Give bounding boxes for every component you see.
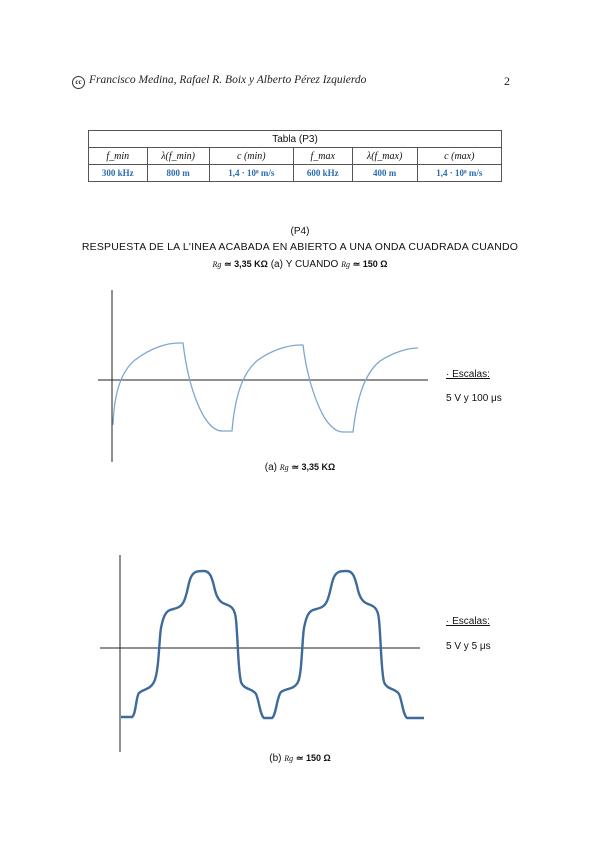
header-fmin: f_min (89, 148, 148, 165)
value-fmin: 300 kHz (89, 165, 148, 182)
caption-prefix-a: (a) (264, 462, 277, 473)
rg-value-b: ≃ 150 Ω (352, 259, 388, 269)
rg-symbol: Rg (279, 463, 289, 472)
header-fmax: f_max (294, 148, 353, 165)
rg-symbol: Rg (212, 260, 222, 269)
page-number: 2 (504, 74, 510, 88)
header-c-max: c (max) (417, 148, 501, 165)
scale-values-a: 5 V y 100 μs (446, 393, 502, 404)
table-caption: Tabla (P3) (89, 131, 502, 148)
header-c-min: c (min) (209, 148, 293, 165)
scale-values-b: 5 V y 5 μs (446, 641, 491, 652)
section-number: (P4) (290, 226, 310, 237)
rg-symbol: Rg (341, 260, 350, 269)
section-title: RESPUESTA DE LA L'INEA ACABADA EN ABIERTO A UNA ONDA CUADRADA CUANDO (81, 241, 519, 253)
value-lambda-fmax: 400 m (352, 165, 417, 182)
waveform-trace-b (121, 571, 424, 718)
caption-prefix-b: (b) (269, 753, 282, 764)
header-lambda-fmax: λ(f_max) (352, 148, 417, 165)
header-lambda-fmin: λ(f_min) (147, 148, 209, 165)
value-fmax: 600 kHz (294, 165, 353, 182)
caption-value-a: ≃ 3,35 KΩ (291, 462, 336, 472)
scale-title-b: · Escalas: (446, 616, 490, 627)
value-c-min: 1,4 · 10⁸ m/s (209, 165, 293, 182)
value-c-max: 1,4 · 10⁸ m/s (417, 165, 501, 182)
value-lambda-fmin: 800 m (147, 165, 209, 182)
caption-b (0, 753, 600, 764)
rg-symbol: Rg (284, 754, 294, 763)
creative-commons-icon: cc (72, 76, 85, 89)
subtitle-connector: (a) Y CUANDO (270, 259, 339, 270)
scale-title-a: · Escalas: (446, 369, 490, 380)
rg-value-a: ≃ 3,35 KΩ (224, 259, 268, 269)
authors: Francisco Medina, Rafael R. Boix y Alberto Pérez Izquierdo (89, 74, 367, 86)
caption-value-b: ≃ 150 Ω (295, 753, 331, 763)
